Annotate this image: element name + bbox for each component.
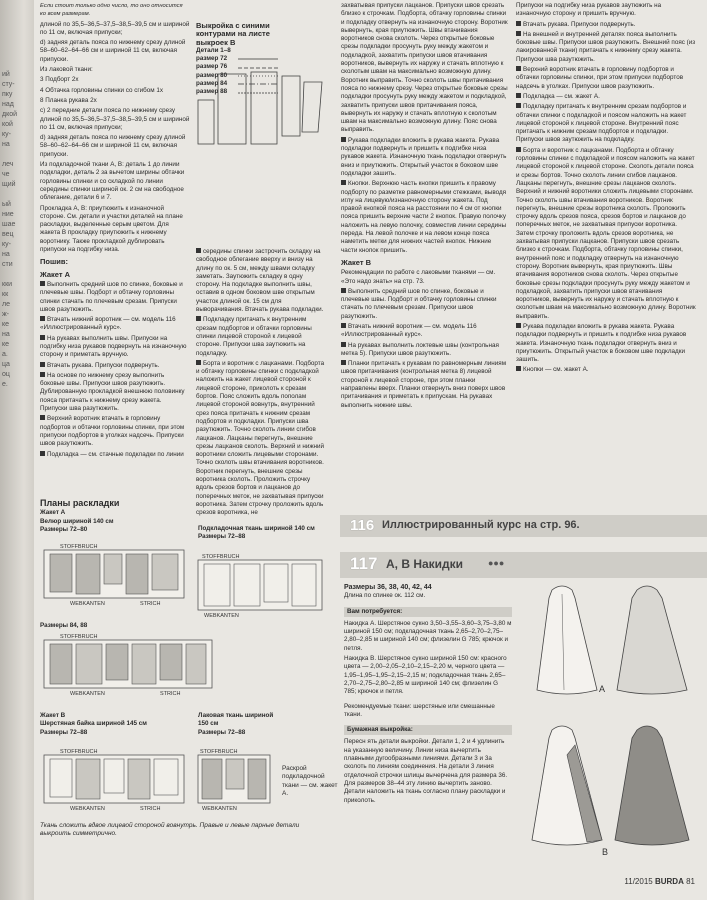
layout-caption: Ткань сложить вдвое лицевой стороной вовнутрь. Правые и левые парные детали выкроить симметрично. <box>40 822 300 838</box>
bullet-square-icon <box>341 360 346 365</box>
model-117-sizes: Размеры 36, 38, 40, 42, 44 <box>344 584 432 591</box>
stoffbruch-label: STOFFBRUCH <box>200 749 238 755</box>
lining-block <box>198 525 328 542</box>
col4-text-para <box>516 103 696 144</box>
col1-sew-para-text: На рукавах выполнить швы. Припуски на подгибку низа рукавов подвернуть на изнаночную сторону и приметать вручную. <box>40 334 187 359</box>
cape-a-drawing <box>537 586 687 694</box>
piece <box>76 554 100 594</box>
col2-text-para <box>196 360 326 518</box>
model-116-bar <box>340 515 707 537</box>
col1-top-para: 4 Обтачка горловины спинки со сгибом 1x <box>40 86 164 94</box>
column-1 <box>40 2 190 461</box>
cape-illustrations <box>517 580 702 880</box>
strich-label: STRICH <box>160 691 181 697</box>
layout-diagram-b <box>40 745 190 813</box>
pattern-piece-3 <box>282 76 300 136</box>
stoffbruch-label: STOFFBRUCH <box>60 749 98 755</box>
stoffbruch-label: STOFFBRUCH <box>60 634 98 640</box>
fabric-rect <box>44 755 184 803</box>
col1-sew-para <box>40 372 190 413</box>
model-117-title: А, В Накидки <box>386 557 464 571</box>
col4-text-para-text: На внешней и внутренней деталях пояса выполнить боковые швы. Припуски швов разутюжить. Внешний пояс (из лакированной ткани) притачать к нижнему срезу жакета. Припуски шва разутюжить. <box>516 30 696 63</box>
col1-sew-para <box>40 281 190 314</box>
fabric-b-label: Шерстяная байка шириной 145 см <box>40 720 147 728</box>
stoffbruch-label: STOFFBRUCH <box>60 544 98 550</box>
paper-title-bar <box>344 725 512 735</box>
piece <box>132 644 156 684</box>
col1-sew-para: Пошив: <box>40 257 68 267</box>
piece <box>50 644 72 684</box>
sizes-a-label: Размеры 72–80 <box>40 525 88 533</box>
col1-sew-para-text: Подкладка — см. стачные подкладки по линии <box>47 450 184 458</box>
bullet-square-icon <box>341 323 346 328</box>
col1-top-para: d) задняя деталь пояса по нижнему срезу длиной 58–60–62–64–66 см и шириной 11 см, включая припуски. <box>40 134 186 158</box>
top-note: Если стоит только одно число, то оно относится ко всем размерам. <box>40 3 183 18</box>
model-117-text <box>344 584 512 807</box>
col4-body-text <box>516 2 696 375</box>
gutter-text: ий сту- пку над дкой кой ку- на леч че щий ый ние шае вец ку- на сти кки кк ле ж- ке на ке а. ца оц е. <box>2 71 18 388</box>
cape-b-back <box>615 726 689 845</box>
fabric-a-label: Велюр шириной 140 см <box>40 517 114 525</box>
bullet-square-icon <box>40 451 45 456</box>
bullet-square-icon <box>516 31 521 36</box>
col1-sew-para <box>40 415 190 448</box>
col3-text-para <box>341 137 509 178</box>
col3-text-para-text: Рукава подкладки вложить в рукава жакета. Рукава подкладки подвернуть и пришить к подгибке низа рукавов жакета. Изнаночную ткань подкладки отвернуть вниз и приутюжить. Открытый участок в боковом шве подкладки зашить. <box>341 136 507 177</box>
jacket-b-label: Жакет В <box>40 712 66 719</box>
col2-body-text <box>196 248 326 518</box>
col4-text-para-text: Подкладка — см. жакет А. <box>523 92 600 100</box>
layout-diagram-lacquer <box>196 745 276 813</box>
lacquer-title: Лаковая ткань шириной 150 см <box>198 712 274 728</box>
col3-text-para: захватывая припуски лацканов. Припуски швов срезать близко к строчкам. Подборта, обтачку горловины спинки и подкладку отвернуть на изнаночную сторону. Воротник вывернуть, края приутюжить. Швы втачивания воротников снова сколоть. Через открытые боковые срезы подкладки просунуть руку между жакетом и подкладкой, захватить припуски швов втачивания воротников, вывернуть их наружу и стачать вплотную к сколотым швам на максимально возможную длину. Воротник выправить. Точно сколоть швы притачивания пояса по нижнему срезу. Через открытые боковые срезы подкладки просунуть руку между жакетом и подкладкой, захватить припуски швов притачивания пояса, вывернуть их наружу и стачать вплотную к сколотым швам на максимально возможную длину. Пояс снова выправить. <box>341 2 508 134</box>
bullet-square-icon <box>40 281 45 286</box>
stoffbruch-label: STOFFBRUCH <box>202 554 240 560</box>
bullet-square-icon <box>341 288 346 293</box>
bullet-square-icon <box>516 93 521 98</box>
col2-text-para-text: Борта и воротник с лацканами. Подборта и обтачку горловины спинки с подкладкой наложить на жакет лицевой стороной к лицевой стороне, приколоть к срезам бортов. Пояс сложить вдоль пополам лицевой стороной вовнутрь, внутренний срез пояса притачать к нижним срезам подбортов и подкладки. Припуски шва разутюжить. Точно сколоть линии сгибов лацканов. Лацканы перегнуть, внешние срезы лацканов сколоть. Верхний и нижний воротники сложить лицевыми сторонами. Точно сколоть швы втачивания воротников. Воротник перегнуть, внешние срезы воротника сколоть. Проложить строчку вдоль срезов бортов и лацканов до поперечных меток, не захватывая припуски воротника. Затем строчку проложить вдоль срезов воротника, не <box>196 359 325 517</box>
bullet-square-icon <box>196 316 201 321</box>
lacquer-sizes: Размеры 72–88 <box>198 728 246 736</box>
col3-text-para-text: Втачать нижний воротник — см. модель 116 «Иллюстрированный курс». <box>341 322 477 339</box>
col2-text-para-text: Подкладку притачать к внутренним срезам подбортов и обтачки горловины спинки лицевой стороной к лицевой стороне. Припуски шва заутюжить на подкладку. <box>196 316 312 357</box>
paper-title: Бумажная выкройка: <box>347 726 413 734</box>
col1-sew-para-text: Втачать рукава. Припуски подвернуть. <box>47 361 160 369</box>
webkanten-label: WEBKANTEN <box>70 806 105 812</box>
col4-text-para: Припуски на подгибку низа рукавов заутюжить на изнаночную сторону и пришить вручную. <box>516 2 662 18</box>
col1-sew-para-text: Верхний воротник втачать в горловину подбортов и обтачки горловины спинки, при этом припуски подбортов в уголках надсечь. Припуски швов разутюжить. <box>40 415 185 448</box>
layout-diagram-a2 <box>40 630 215 698</box>
column-2 <box>196 22 326 520</box>
col3-text-para <box>341 288 509 321</box>
col4-text-para <box>516 31 696 64</box>
piece <box>202 759 222 799</box>
col2-text-para-text: середины спинки застрочить складку на свободное облегание вверху и внизу на длину по ок. 5 см, между швами складку заметать. Заутюжить складку в одну сторону. На подкладке выполнить швы, оставив в одном боковом шве открытым участок длиной ок. 15 см для выворачивания. Втачать рукава подкладки. <box>196 248 324 314</box>
col2-text-para <box>196 316 326 357</box>
model-116-text: Иллюстрированный курс на стр. 96. <box>382 519 580 531</box>
piece <box>76 759 100 799</box>
col3-text-para-text: Выполнить средний шов по спинке, боковые и плечевые швы. Подборт и обтачку горловины спинки стачать по плечевым срезам. Припуски швов разутюжить. <box>341 287 497 320</box>
cape-a-label: A <box>599 684 606 694</box>
col1-sew-para-text: Выполнить средний шов по спинке, боковые и плечевые швы. Подборт и обтачку горловины спинки стачать по плечевым срезам. Припуски швов разутюжить. <box>40 280 183 313</box>
pattern-piece-5 <box>198 100 214 144</box>
need-a: Накидка А. Шерстяное сукно 3,50–3,55–3,60–3,75–3,80 м шириной 150 см; подкладочная ткань 2,65–2,70–2,75–2,80–2,85 м шириной 140 см; флизелин G 785; крючок и петля. <box>344 619 512 652</box>
col3-text-para <box>341 342 509 359</box>
lining-b-note: Раскрой подкладочной ткани — см. жакет А. <box>282 765 338 797</box>
pattern-sheet-title: Выкройка с синими контурами на листе выкроек В <box>196 21 270 47</box>
col1-sew-para <box>40 362 190 370</box>
bullet-square-icon <box>516 103 521 108</box>
need-title-bar <box>344 607 512 617</box>
lining-title: Подкладочная ткань шириной 140 см <box>198 525 315 532</box>
col4-text-para-text: Верхний воротник втачать в горловину подбортов и обтачки горловины спинки, при этом припуски подбортов надсечь в уголках. Припуски швов разутюжить. <box>516 66 684 90</box>
webkanten-label: WEBKANTEN <box>70 601 105 607</box>
col3-text-para-text: Планки притачать к рукавам по равномерным линиям швов притачивания (контрольная метка 8) лицевой стороной к лицевой стороне, при этом планки направлены вверх. Планки отвернуть вниз поверх швов притачивания и приметать к припускам. На рукавах выполнить нижние швы. <box>341 360 507 409</box>
model-117-bar <box>340 552 707 578</box>
webkanten-label: WEBKANTEN <box>70 691 105 697</box>
col1-top-para: Прокладка А, В: приутюжить к изнаночной стороне. См. детали и участки деталей на плане раскладки, выделенные серым цветом. Для жакета В прокладку приутюжить к нижнему воротнику. Также прокладкой дублировать припуски на подгибку низа. <box>40 204 183 254</box>
col4-text-para <box>516 147 696 321</box>
col3-text-para-text: Кнопки. Верхнюю часть кнопки пришить к правому подборту по разметке равномерными стежками, выводя иглу на лицевую/изнаночную сторону жакета. Под правой кнопкой пояса на расстоянии по 4 см от кнопки пояса пришить верхние части 2 кнопок. Правую полочку наложить на левую полочку, совместив линии середины переда. На левой полочке и на левом конце пояса наметить метки для нижних частей кнопок. Нижние части кнопок пришить. <box>341 180 507 254</box>
piece <box>76 644 102 684</box>
piece <box>50 554 72 592</box>
need-title: Вам потребуется: <box>347 607 403 615</box>
col4-text-para-text: Кнопки — см. жакет А. <box>523 366 589 374</box>
piece <box>106 644 128 680</box>
col3-text-para: Жакет В <box>341 257 372 267</box>
cape-a-back <box>617 586 687 694</box>
col4-text-para <box>516 66 696 91</box>
bullet-square-icon <box>40 415 45 420</box>
col1-top-para: d) задняя деталь пояса по нижнему срезу длиной 58–60–62–64–66 см и шириной 11 см, включая припуски. <box>40 39 186 63</box>
col4-text-para <box>516 366 696 374</box>
col4-text-para-text: Втачать рукава. Припуски подвернуть. <box>523 20 636 28</box>
jacket-a-label: Жакет А <box>40 509 66 517</box>
col3-text-para <box>341 323 509 340</box>
col1-top-para: Из лаковой ткани: <box>40 66 93 74</box>
pattern-piece-1 <box>218 74 246 144</box>
issue-number: 11/2015 <box>624 877 653 886</box>
col1-sew-para-text: Втачать нижний воротник — см. модель 116 «Иллюстрированный курс». <box>40 316 176 332</box>
bullet-square-icon <box>196 360 201 365</box>
col4-text-para-text: Подкладку притачать к внутренним срезам подбортов и обтачки спинки с подкладкой и поясом наложить на жакет лицевой стороной к лицевой стороне. Внутренний пояс притачать к нижним срезам подбортов и подкладки. Припуски швов заутюжить на подкладку. <box>516 103 687 144</box>
layout-title: Планы раскладки <box>40 498 120 508</box>
col4-text-para <box>516 21 696 29</box>
bullet-square-icon <box>40 362 45 367</box>
cape-b-drawing <box>532 726 689 857</box>
column-4 <box>516 2 696 377</box>
pattern-piece-2 <box>251 72 277 144</box>
layout-diagram-a1 <box>40 540 190 608</box>
col4-text-para-text: Рукава подкладки вложить в рукава жакета. Рукава подкладки подвернуть и пришить к подгибке низа рукавов жакета. Изнаночную ткань подкладки отвернуть вниз и приутюжить. Открытый участок в боковом шве подкладки зашить. <box>516 322 687 364</box>
col1-top-para: c) 2 передние детали пояса по нижнему срезу длиной по 35,5–36,5–37,5–38,5–39,5 см и шириной по 11 см, включая припуски; <box>40 107 190 131</box>
bullet-square-icon <box>40 372 45 377</box>
bullet-square-icon <box>196 248 201 253</box>
size-label: размер 80 <box>196 71 228 79</box>
page-number: 81 <box>686 877 695 886</box>
size-label: размер 84 <box>196 80 228 88</box>
piece <box>248 759 266 799</box>
col1-top-text <box>40 21 190 255</box>
sizes-b-label: Размеры 72–88 <box>40 728 88 736</box>
bullet-square-icon <box>341 342 346 347</box>
sizes-a2-label: Размеры 84, 88 <box>40 622 88 629</box>
model-117-number: 117 <box>350 554 378 573</box>
piece <box>152 554 178 590</box>
pattern-pieces-drawing <box>196 62 326 152</box>
col1-sewing-text <box>40 258 190 459</box>
bullet-square-icon <box>516 66 521 71</box>
piece <box>126 554 148 594</box>
col1-sew-para <box>40 451 190 459</box>
lacquer-block <box>198 712 278 737</box>
piece <box>160 644 182 680</box>
page-footer <box>624 877 695 886</box>
piece <box>128 759 150 799</box>
col2-text-para <box>196 248 326 314</box>
col1-sew-para <box>40 335 190 360</box>
lining-sizes: Размеры 72–88 <box>198 533 246 541</box>
cape-b-label: B <box>602 847 609 857</box>
col1-top-para: длиной по 35,5–36,5–37,5–38,5–39,5 см и шириной по 11 см, включая припуски; <box>40 20 190 36</box>
cape-a-front <box>537 586 597 694</box>
model-117-length: Длина по спинке ок. 112 см. <box>344 592 426 600</box>
col4-text-para-text: Борта и воротник с лацканами. Подборта и обтачку горловины спинки с подкладкой и поясом наложить на жакет лицевой стороной к лицевой стороне. Сколоть детали пояса и срезы бортов. Точно сколоть линии сгибов лацканов. Лацканы перегнуть, внешние срезы лацканов сколоть. Верхний и нижний воротники сложить лицевыми сторонами. Точно сколоть швы втачивания воротников. Воротник перегнуть, внешние срезы воротника сколоть. Проложить строчку вдоль срезов пояса, срезов бортов и лацканов до поперечных меток, не захватывая припуски воротника. Затем строчку проложить вдоль срезов воротника, не захватывая припуски лацканов. Припуски швов срезать близко к строчкам. Подборта, обтачку горловины спинки, внутренний пояс и подкладку отвернуть на изнаночную сторону. Воротник вывернуть, края приутюжить. Швы втачивания воротников снова сколоть. Через открытые боковые срезы подкладки просунуть руку между жакетом и подкладкой, захватить припуски швов втачивания воротников, вывернуть их наружу и стачать вплотную к сколотым швам на максимально возможную длину. Воротник выправить. <box>516 146 696 320</box>
recommended-fabrics: Рекомендуемые ткани: шерстяные или смешанные ткани. <box>344 702 495 718</box>
col3-text-para-text: На рукавах выполнить локтевые швы (контрольная метка 5). Припуски швов разутюжить. <box>341 341 499 357</box>
col3-text-para <box>341 180 509 255</box>
model-116-number: 116 <box>350 517 375 534</box>
col1-top-para: 8 Планка рукава 2x <box>40 96 97 104</box>
bullet-square-icon <box>341 180 346 185</box>
need-b: Накидка В. Шерстяное сукно шириной 150 см: красного цвета — 2,00–2,05–2,10–2,15–2,20 м, черного цвета — 1,95–1,95–1,95–2,15–2,15 м; подкладочная ткань 2,65–2,70–2,75–2,80–2,85 м шириной 140 см; флизелин G 785; крючок и петля. <box>344 655 507 696</box>
piece <box>186 644 206 684</box>
webkanten-label: WEBKANTEN <box>202 806 237 812</box>
bullet-square-icon <box>40 316 45 321</box>
webkanten-label: WEBKANTEN <box>204 613 239 619</box>
pattern-sheet-box <box>196 22 326 152</box>
paper-text: Пересн ять детали выкройки. Детали 1, 2 и 4 удлинить на указанную величину. Линии низа вычертить плавными дугообразными линиями. Детали 3 и 3а сколоть по линиям соединения. На детали 3 линия отделочной строчки шлицы вычерчена для размера 36. Для размеров 38–44 эту линию вычертить заново. Детали наложить на ткань согласно плану раскладки и приколоть. <box>344 738 508 804</box>
col3-body-text <box>341 2 509 410</box>
piece <box>104 554 122 584</box>
size-line-sample <box>238 57 278 61</box>
size-label: размер 88 <box>196 88 228 96</box>
model-117-dots: ●●● <box>488 558 505 568</box>
col4-text-para <box>516 323 696 364</box>
bullet-square-icon <box>516 323 521 328</box>
pattern-piece-4 <box>302 82 322 132</box>
bullet-square-icon <box>516 21 521 26</box>
col3-text-para <box>341 360 509 410</box>
size-label: размер 76 <box>196 63 228 71</box>
size-label: размер 72 <box>196 55 228 63</box>
col4-text-para <box>516 93 696 101</box>
jacket-b-block <box>40 712 190 737</box>
col1-sew-para <box>40 316 190 333</box>
col1-sew-para-text: На основе по нижнему срезу выполнить боковые швы. Припуски швов разутюжить. Дублированную прокладкой внешнюю половинку пояса притачать к нижнему срезу жакета. Припуски шва разутюжить. <box>40 371 185 413</box>
col1-top-para: 3 Подборт 2x <box>40 76 79 84</box>
column-3 <box>341 2 509 412</box>
layout-diagram-lining <box>196 550 326 620</box>
bullet-square-icon <box>516 366 521 371</box>
col3-text-para: Рекомендации по работе с лаковыми тканями — см. «Это надо знать» на стр. 73. <box>341 269 496 285</box>
bullet-square-icon <box>516 147 521 152</box>
bullet-square-icon <box>341 137 346 142</box>
col1-top-para: Из подкладочной ткани А, В: деталь 1 до линии подкладки, деталь 2 за вычетом ширины обтачки горловины спинки и со складкой по линии середины спинки шириной ок. 2 см на свободное облегание, детали 6 и 7. <box>40 161 185 202</box>
col1-sew-para: Жакет А <box>40 269 71 279</box>
brand-name: BURDA <box>654 877 684 886</box>
binding-gutter <box>0 0 34 900</box>
strich-label: STRICH <box>140 806 161 812</box>
pattern-parts: Детали 1–8 <box>196 46 231 54</box>
bullet-square-icon <box>40 335 45 340</box>
piece <box>226 759 244 789</box>
strich-label: STRICH <box>140 601 161 607</box>
